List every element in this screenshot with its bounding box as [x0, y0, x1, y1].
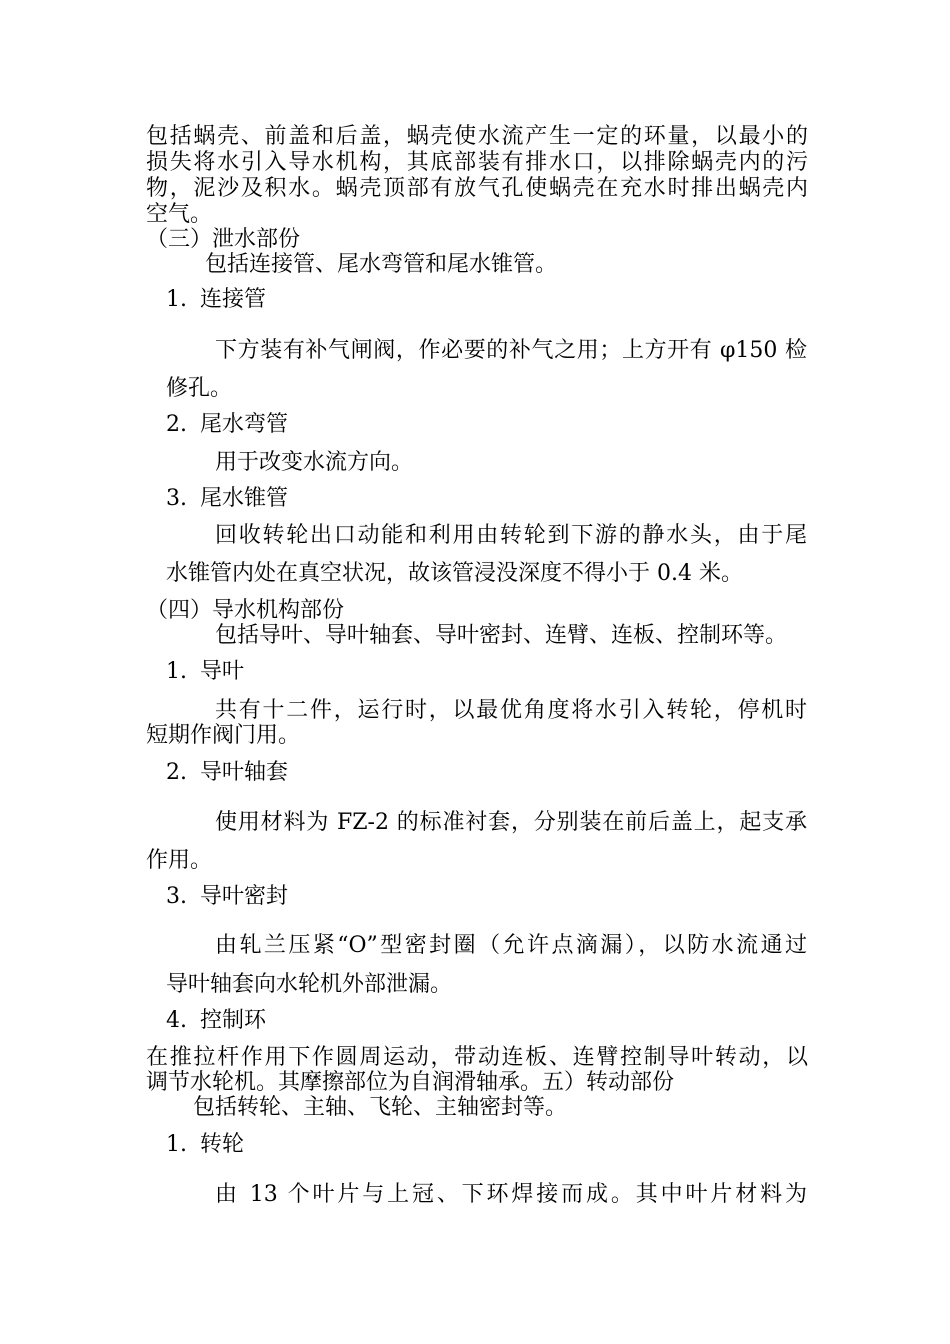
list-item-number: 1.	[166, 1132, 187, 1157]
list-item-number: 2.	[166, 760, 187, 785]
list-item-title: 转轮	[200, 1132, 245, 1157]
list-item-title: 导叶	[200, 659, 245, 684]
list-item-heading	[166, 760, 288, 786]
body-text-line: 空气。	[146, 202, 213, 227]
list-item-heading	[166, 884, 288, 910]
list-item-heading	[166, 287, 266, 313]
body-text-line: 物，泥沙及积水。蜗壳顶部有放气孔使蜗壳在充水时排出蜗壳内	[146, 176, 808, 201]
body-text-line: 共有十二件，运行时，以最优角度将水引入转轮，停机时	[215, 698, 807, 723]
body-text-line: 用于改变水流方向。	[215, 450, 414, 475]
body-text-line: 下方装有补气闸阀，作必要的补气之用；上方开有 φ150 检	[215, 338, 807, 363]
list-item-title: 控制环	[200, 1008, 267, 1033]
section-intro: 包括连接管、尾水弯管和尾水锥管。	[205, 252, 558, 277]
list-item-title: 导叶密封	[200, 884, 289, 909]
list-item-title: 尾水锥管	[200, 486, 289, 511]
section-intro: 包括转轮、主轴、飞轮、主轴密封等。	[193, 1095, 568, 1120]
list-item-heading	[166, 412, 288, 438]
body-text-line: 水锥管内处在真空状况，故该管浸没深度不得小于 0.4 米。	[166, 561, 743, 586]
section-heading: （三）泄水部份	[146, 227, 301, 252]
list-item-number: 2.	[166, 412, 187, 437]
list-item-number: 4.	[166, 1008, 187, 1033]
body-text-line: 由 13 个叶片与上冠、下环焊接而成。其中叶片材料为	[215, 1182, 807, 1207]
section-intro: 包括导叶、导叶轴套、导叶密封、连臂、连板、控制环等。	[215, 623, 788, 648]
body-text-line: 作用。	[146, 848, 213, 873]
list-item-number: 1.	[166, 659, 187, 684]
list-item-number: 3.	[166, 884, 187, 909]
list-item-heading	[166, 1132, 244, 1158]
list-item-title: 导叶轴套	[200, 760, 289, 785]
list-item-heading	[166, 486, 288, 512]
list-item-title: 连接管	[200, 287, 267, 312]
body-text-line: 损失将水引入导水机构，其底部装有排水口，以排除蜗壳内的污	[146, 150, 808, 175]
list-item-number: 1.	[166, 287, 187, 312]
list-item-number: 3.	[166, 486, 187, 511]
list-item-heading	[166, 659, 244, 685]
list-item-heading	[166, 1008, 266, 1034]
section-heading: （四）导水机构部份	[146, 598, 345, 623]
body-text-line: 使用材料为 FZ-2 的标准衬套，分别装在前后盖上，起支承	[215, 810, 807, 835]
body-text-line: 导叶轴套向水轮机外部泄漏。	[166, 972, 453, 997]
list-item-title: 尾水弯管	[200, 412, 289, 437]
body-text-line: 由轧兰压紧“O”型密封圈（允许点滴漏），以防水流通过	[215, 933, 807, 958]
body-text-line: 修孔。	[166, 376, 233, 401]
body-text-line: 包括蜗壳、前盖和后盖，蜗壳使水流产生一定的环量，以最小的	[146, 124, 808, 149]
body-text-line: 调节水轮机。其摩擦部位为自润滑轴承。五）转动部份	[146, 1070, 675, 1095]
body-text-line: 在推拉杆作用下作圆周运动，带动连板、连臂控制导叶转动，以	[146, 1045, 808, 1070]
body-text-line: 短期作阀门用。	[146, 723, 301, 748]
body-text-line: 回收转轮出口动能和利用由转轮到下游的静水头，由于尾	[215, 523, 807, 548]
